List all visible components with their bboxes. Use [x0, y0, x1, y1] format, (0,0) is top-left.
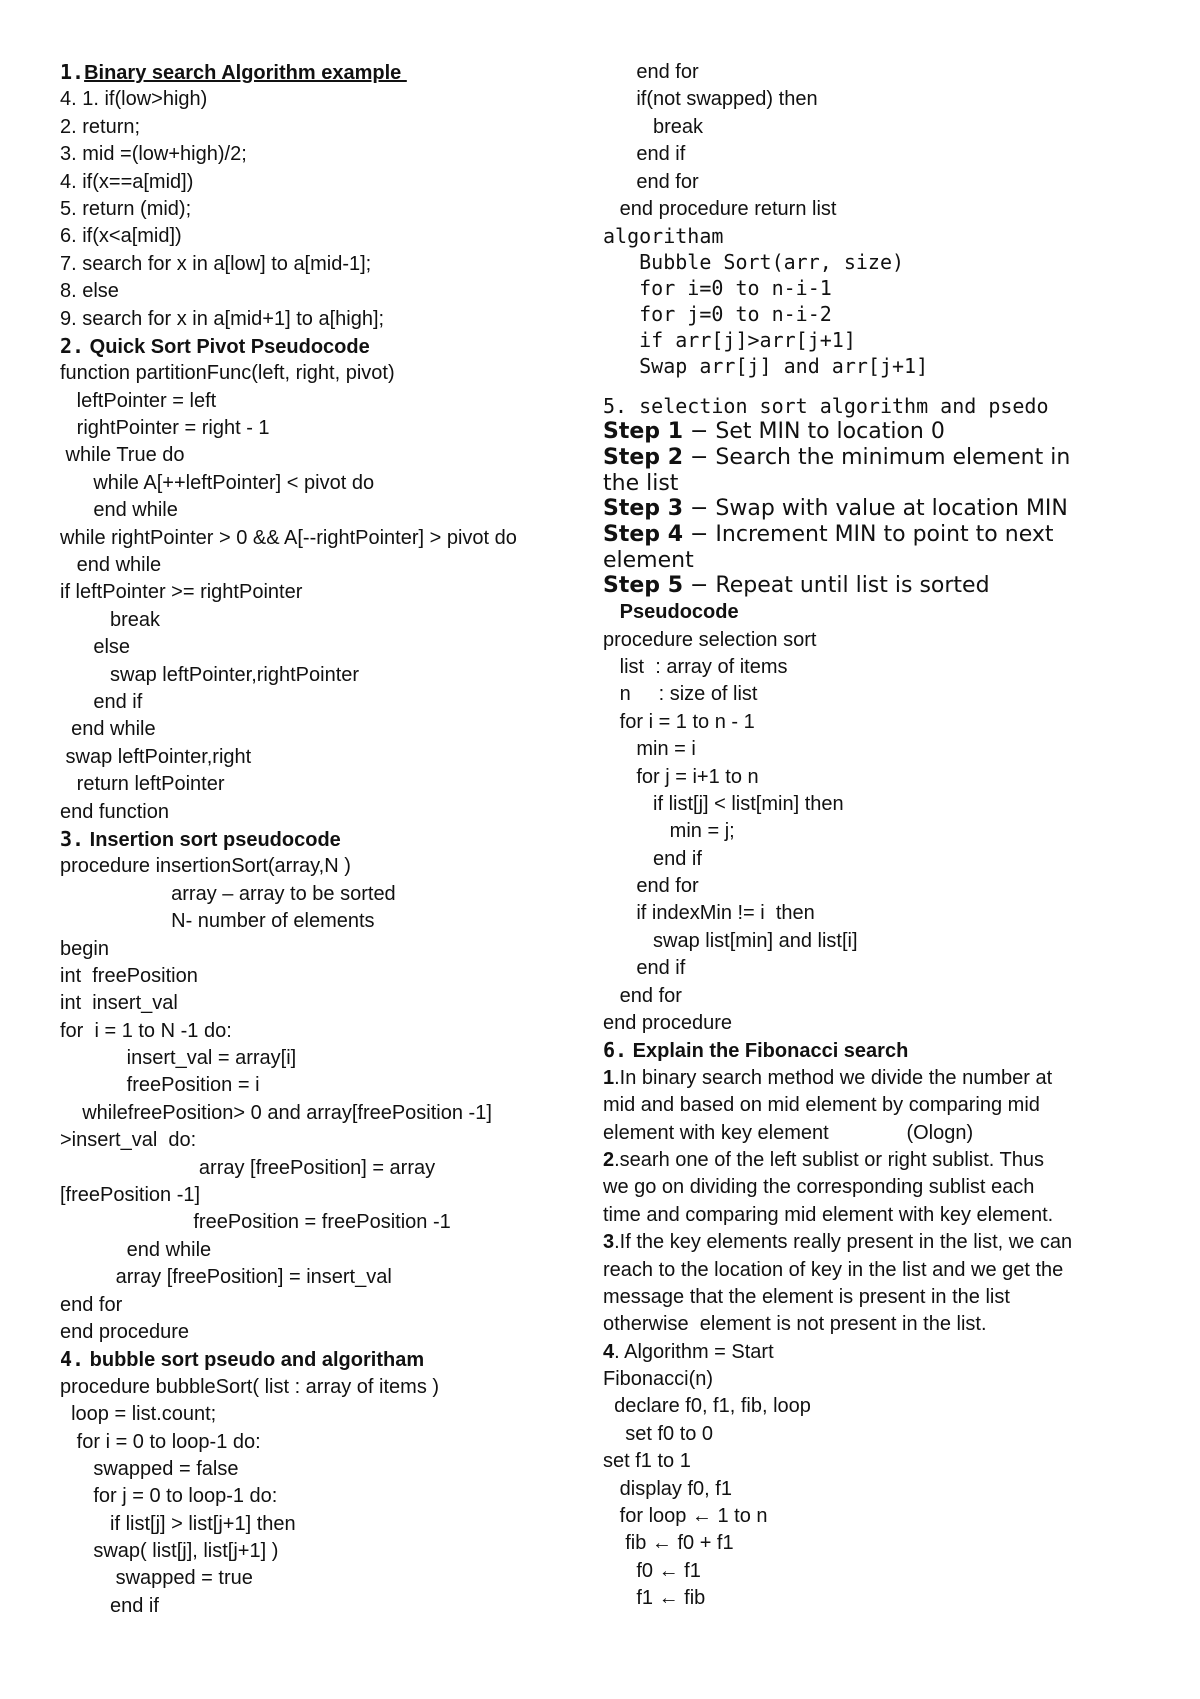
text-line: end for [603, 984, 682, 1007]
text-line: end if [60, 690, 143, 713]
text-line: break [60, 608, 161, 631]
text-line: N- number of elements [60, 910, 375, 933]
section-title: Insertion sort pseudocode [84, 828, 341, 851]
text-line: element with key element (Ologn) [603, 1121, 974, 1144]
text-line: while True do [60, 444, 185, 467]
numbered-point [603, 1339, 1163, 1366]
step-line [603, 522, 1163, 548]
text-line: end for [603, 61, 699, 83]
numbered-point [603, 1065, 1163, 1092]
step-line [603, 419, 1163, 445]
point-number: 4 [603, 1340, 615, 1363]
step-text: − Set MIN to location 0 [683, 419, 945, 445]
code-line: for i=0 to n-i-1 [603, 276, 832, 301]
text-line: insert_val = array[i] [60, 1047, 297, 1070]
code-line: 5. selection sort algorithm and psedo [603, 394, 1049, 419]
text-line: end if [603, 847, 702, 870]
text-line: set f1 to 1 [603, 1450, 691, 1473]
step-text: element [603, 547, 694, 573]
text-line: return leftPointer [60, 773, 225, 796]
text-line: 6. if(x<a[mid]) [60, 225, 182, 248]
text-line: n : size of list [603, 683, 758, 706]
text-line: 4. if(x==a[mid]) [60, 170, 194, 193]
text-line: procedure bubbleSort( list : array of items ) [60, 1375, 440, 1398]
left-column [60, 59, 580, 1620]
step-line [603, 496, 1163, 522]
step-line [603, 548, 1163, 574]
text-line: swap( list[j], list[j+1] ) [60, 1540, 279, 1563]
step-label: Step 4 [603, 522, 683, 548]
code-line: if arr[j]>arr[j+1] [603, 328, 856, 353]
step-label: Step 2 [603, 445, 683, 471]
text-line: end procedure return list [603, 197, 837, 220]
text-line: end procedure [60, 1320, 189, 1343]
text-line: 8. else [60, 280, 119, 303]
text-line: end function [60, 800, 169, 823]
text-line: reach to the location of key in the list and we get the [603, 1258, 1064, 1281]
step-line [603, 445, 1163, 471]
text-line: int freePosition [60, 964, 198, 987]
text-line: fib ← f0 + f1 [603, 1532, 734, 1555]
text-line: otherwise element is not present in the list. [603, 1313, 987, 1336]
text-line: for i = 1 to n - 1 [603, 710, 755, 733]
text-line: 7. search for x in a[low] to a[mid-1]; [60, 252, 372, 275]
point-text: .In binary search method we divide the number at [614, 1066, 1053, 1089]
text-line: swapped = true [60, 1567, 253, 1590]
section-number: 4. [60, 1347, 85, 1372]
text-line: time and comparing mid element with key element. [603, 1203, 1054, 1226]
section-heading [60, 333, 580, 360]
text-line: swap list[min] and list[i] [603, 929, 858, 952]
numbered-point [603, 1147, 1163, 1174]
text-line: message that the element is present in the list [603, 1285, 1010, 1308]
text-line: mid and based on mid element by comparing mid [603, 1094, 1040, 1117]
text-line: if list[j] < list[min] then [603, 792, 844, 815]
text-line: 4. 1. if(low>high) [60, 88, 208, 111]
text-line: end for [60, 1293, 123, 1316]
step-text: − Search the minimum element in [683, 445, 1071, 471]
spacer [603, 379, 1163, 393]
text-line: break [603, 115, 704, 138]
text-line: while A[++leftPointer] < pivot do [60, 471, 375, 494]
section-heading [603, 1037, 1163, 1064]
text-line: swapped = false [60, 1457, 239, 1480]
step-label: Step 3 [603, 496, 683, 522]
step-label: Step 5 [603, 573, 683, 599]
text-line: end while [60, 554, 162, 577]
section-number: 6. [603, 1038, 628, 1063]
text-line: loop = list.count; [60, 1403, 217, 1426]
text-line: 9. search for x in a[mid+1] to a[high]; [60, 307, 385, 330]
code-line: Bubble Sort(arr, size) [603, 250, 905, 275]
right-column [603, 59, 1163, 1613]
text-line: end for [603, 875, 699, 898]
text-line: array – array to be sorted [60, 882, 396, 905]
text-line: swap leftPointer,right [60, 745, 252, 768]
section-heading [60, 1346, 580, 1373]
text-line: 5. return (mid); [60, 197, 192, 220]
subheading: Pseudocode [603, 601, 739, 624]
text-line: end if [603, 143, 686, 166]
step-line [603, 471, 1163, 497]
section-heading [60, 826, 580, 853]
step-text: the list [603, 470, 679, 496]
point-text: . Algorithm = Start [614, 1340, 774, 1363]
step-line [603, 573, 1163, 599]
text-line: 3. mid =(low+high)/2; [60, 143, 247, 166]
step-text: − Repeat until list is sorted [683, 573, 990, 599]
text-line: while rightPointer > 0 && A[--rightPointer] > pivot do [60, 526, 517, 549]
section-number: 1. [60, 60, 85, 84]
point-number: 2 [603, 1148, 615, 1171]
text-line: end if [60, 1594, 159, 1617]
point-text: .searh one of the left sublist or right sublist. Thus [614, 1148, 1044, 1171]
text-line: if indexMin != i then [603, 902, 815, 925]
text-line: else [60, 636, 131, 659]
text-line: 2. return; [60, 115, 141, 138]
point-number: 1 [603, 1066, 615, 1089]
text-line: begin [60, 937, 109, 960]
numbered-point [603, 1229, 1163, 1256]
point-number: 3 [603, 1231, 615, 1254]
section-title: Binary search Algorithm example [84, 62, 407, 84]
section-heading [60, 59, 580, 86]
text-line: leftPointer = left [60, 389, 217, 412]
text-line: min = j; [603, 820, 735, 843]
section-number: 3. [60, 826, 85, 851]
text-line: for loop ← 1 to n [603, 1505, 768, 1528]
text-line: function partitionFunc(left, right, pivot) [60, 362, 395, 385]
text-line: end while [60, 1238, 212, 1261]
code-line: Swap arr[j] and arr[j+1] [603, 354, 929, 379]
step-text: − Increment MIN to point to next [683, 522, 1054, 548]
text-line: Fibonacci(n) [603, 1368, 714, 1391]
text-line: swap leftPointer,rightPointer [60, 663, 360, 686]
text-line: list : array of items [603, 655, 788, 678]
text-line: >insert_val do: [60, 1129, 197, 1152]
code-line: for j=0 to n-i-2 [603, 302, 832, 327]
text-line: end while [60, 499, 178, 522]
point-text: .If the key elements really present in the list, we can [614, 1231, 1073, 1254]
text-line: we go on dividing the corresponding sublist each [603, 1176, 1035, 1199]
text-line: procedure insertionSort(array,N ) [60, 855, 351, 878]
text-line: display f0, f1 [603, 1477, 732, 1500]
text-line: array [freePosition] = insert_val [60, 1266, 392, 1289]
text-line: for i = 0 to loop-1 do: [60, 1430, 261, 1453]
text-line: freePosition = i [60, 1074, 260, 1097]
text-line: if leftPointer >= rightPointer [60, 581, 303, 604]
step-text: − Swap with value at location MIN [683, 496, 1068, 522]
text-line: end if [603, 957, 686, 980]
section-number: 2. [60, 333, 85, 358]
text-line: f1 ← fib [603, 1587, 706, 1610]
text-line: declare f0, f1, fib, loop [603, 1395, 811, 1418]
text-line: end while [60, 718, 156, 741]
text-line: for j = i+1 to n [603, 765, 759, 788]
text-line: rightPointer = right - 1 [60, 417, 270, 440]
section-title: Quick Sort Pivot Pseudocode [84, 335, 370, 358]
text-line: procedure selection sort [603, 628, 817, 651]
text-line: whilefreePosition> 0 and array[freePosition -1] [60, 1101, 492, 1124]
text-line: array [freePosition] = array [60, 1156, 436, 1179]
text-line: freePosition = freePosition -1 [60, 1211, 451, 1234]
section-title: Explain the Fibonacci search [627, 1040, 909, 1063]
text-line: end for [603, 170, 699, 193]
text-line: int insert_val [60, 992, 178, 1015]
text-line: [freePosition -1] [60, 1184, 201, 1207]
text-line: if(not swapped) then [603, 88, 818, 111]
step-label: Step 1 [603, 419, 683, 445]
text-line: for i = 1 to N -1 do: [60, 1019, 232, 1042]
text-line: for j = 0 to loop-1 do: [60, 1485, 278, 1508]
text-line: set f0 to 0 [603, 1422, 714, 1445]
text-line: f0 ← f1 [603, 1559, 701, 1582]
text-line: if list[j] > list[j+1] then [60, 1512, 296, 1535]
text-line: end procedure [603, 1012, 732, 1035]
text-line: min = i [603, 738, 696, 761]
section-title: bubble sort pseudo and algoritham [84, 1349, 425, 1372]
code-line: algoritham [603, 224, 724, 249]
